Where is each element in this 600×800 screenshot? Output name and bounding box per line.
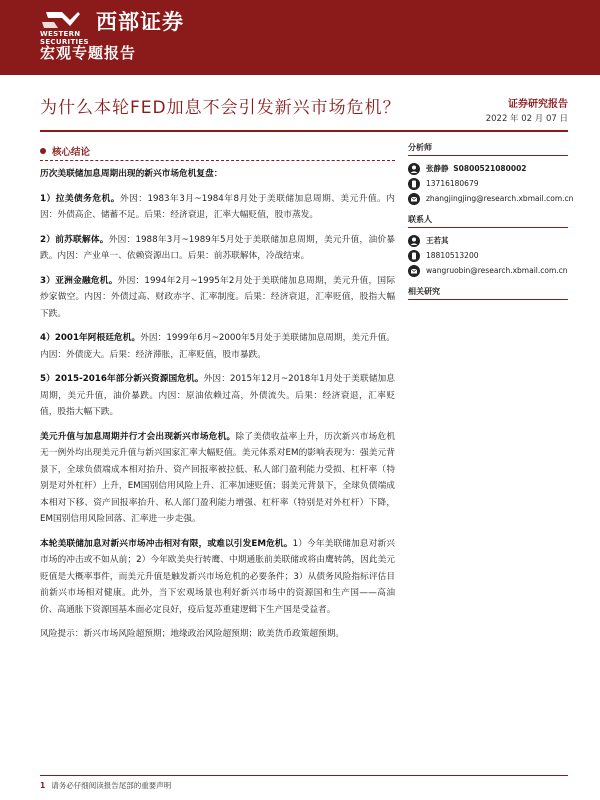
contact-phone: 18810513200 [426,251,479,260]
main-body [40,166,395,651]
title-divider [40,130,568,132]
report-type: 宏观专题报告 [40,44,137,62]
list-item: 5）2015-2016年部分新兴资源国危机。外因：2015年12月~2018年1月处于美联储加息周期，美元升值，油价暴跌。内因：原油依赖过高，外债流失。后果：经济衰退，汇率贬值，股指大幅下跌。 [40,374,395,417]
dollar-paragraph: 美元升值与加息周期并行才会出现新兴市场危机。除了美债收益率上升，历次新兴市场危机无一例外均出现美元升值与新兴国家汇率大幅贬值。美元体系对EM的影响表现为：强美元背景下，全球负债端成本相对抬升、资产回报率被拉低、私人部门盈利能力受损、杠杆率（特别是对外杠杆）上升，EM国别信用风险上升、汇率加速贬值；弱美元背景下，全球负债端成本相对下移、资产回报率抬升、私人部门盈利能力增强、杠杆率（特别是对外杠杆）下降，EM国别信用风险回落、汇率进一步走强。 [40,431,396,524]
intro-paragraph: 历次美联储加息周期出现的新兴市场危机复盘： [40,169,223,179]
analyst-email[interactable]: zhangjingjing@research.xbmail.com.cn [426,194,574,203]
risk-warning: 风险提示：新兴市场风险超预期；地缘政治风险超预期；欧美货币政策超预期。 [40,629,345,639]
analyst-email-row [408,191,574,206]
phone-icon [408,178,420,190]
footer [40,780,171,791]
footer-divider [40,775,568,776]
list-item: 3）亚洲金融危机。外因：1994年2月~1995年2月处于美联储加息周期，美元升值，国际炒家做空。内因：外债过高、财政赤字、汇率制度。后果：经济衰退，汇率贬值，股指大幅下跌。 [40,275,396,319]
brand-chinese: 西部证券 [96,10,184,34]
contact-section-title: 联系人 [408,214,568,228]
related-research-title: 相关研究 [408,286,568,300]
person-icon [408,235,420,247]
analyst-cert: S0800521080002 [453,164,527,173]
page-title: 为什么本轮FED加息不会引发新兴市场危机？ [40,98,401,118]
person-icon [408,163,420,175]
contact-name-row [408,233,568,248]
contact-name: 王若其 [426,236,449,245]
contact-email-row [408,263,568,278]
contact-phone-row [408,248,568,263]
phone-icon [408,250,420,262]
analyst-phone: 13716180679 [426,179,479,188]
report-category: 证券研究报告 [508,99,568,110]
report-header [0,0,600,75]
email-icon [408,265,420,277]
list-item: 1）拉美债务危机。外因：1983年3月~1984年8月处于美联储加息周期、美元升值。内因：外债高企、储蓄不足。后果：经济衰退，汇率大幅贬值，股市蒸发。 [40,193,395,220]
sidebar [408,142,574,305]
report-date: 2022 年 02 月 07 日 [485,114,568,124]
email-icon [408,193,420,205]
page-number: 1 [40,781,46,790]
impact-paragraph: 本轮美联储加息对新兴市场冲击相对有限，或难以引发EM危机。1）今年美联储加息对新兴市场的冲击或不如从前；2）今年欧美央行转鹰、中期通胀前美联储或将由鹰转鸽，因此美元贬值是大概率事件，而美元升值是触发新兴市场危机的必要条件；3）从债务风险指标评估目前新兴市场相对健康。此外，当下宏观场景也利好新兴市场中的资源国和生产国——高油价、高通胀下资源国基本面必定良好，疫后复苏重建逻辑下生产国是受益者。 [40,538,395,615]
footer-disclaimer: 请务必仔细阅读报告尾部的重要声明 [51,781,172,790]
list-item: 4）2001年阿根廷危机。外因：1999年6月~2000年5月处于美联储加息周期，美元升值。内因：外债庞大。后果：经济滞胀，汇率贬值，股市暴跌。 [40,333,395,360]
brand-english: WESTERN SECURITIES [40,30,89,46]
list-item: 2）前苏联解体。外因：1988年3月~1989年5月处于美联储加息周期，美元升值，油价暴跌。内因：产业单一、依赖资源出口。后果：前苏联解体，冷战结束。 [40,234,395,261]
analyst-section-title: 分析师 [408,142,568,156]
contact-email[interactable]: wangruobin@research.xbmail.com.cn [426,266,568,275]
analyst-name-row [408,161,568,176]
analyst-name: 张静静 [426,164,449,173]
analyst-phone-row [408,176,568,191]
core-heading-label: 核心结论 [52,147,91,158]
bullet-dot-icon [40,148,46,154]
core-conclusion-heading [40,144,395,161]
